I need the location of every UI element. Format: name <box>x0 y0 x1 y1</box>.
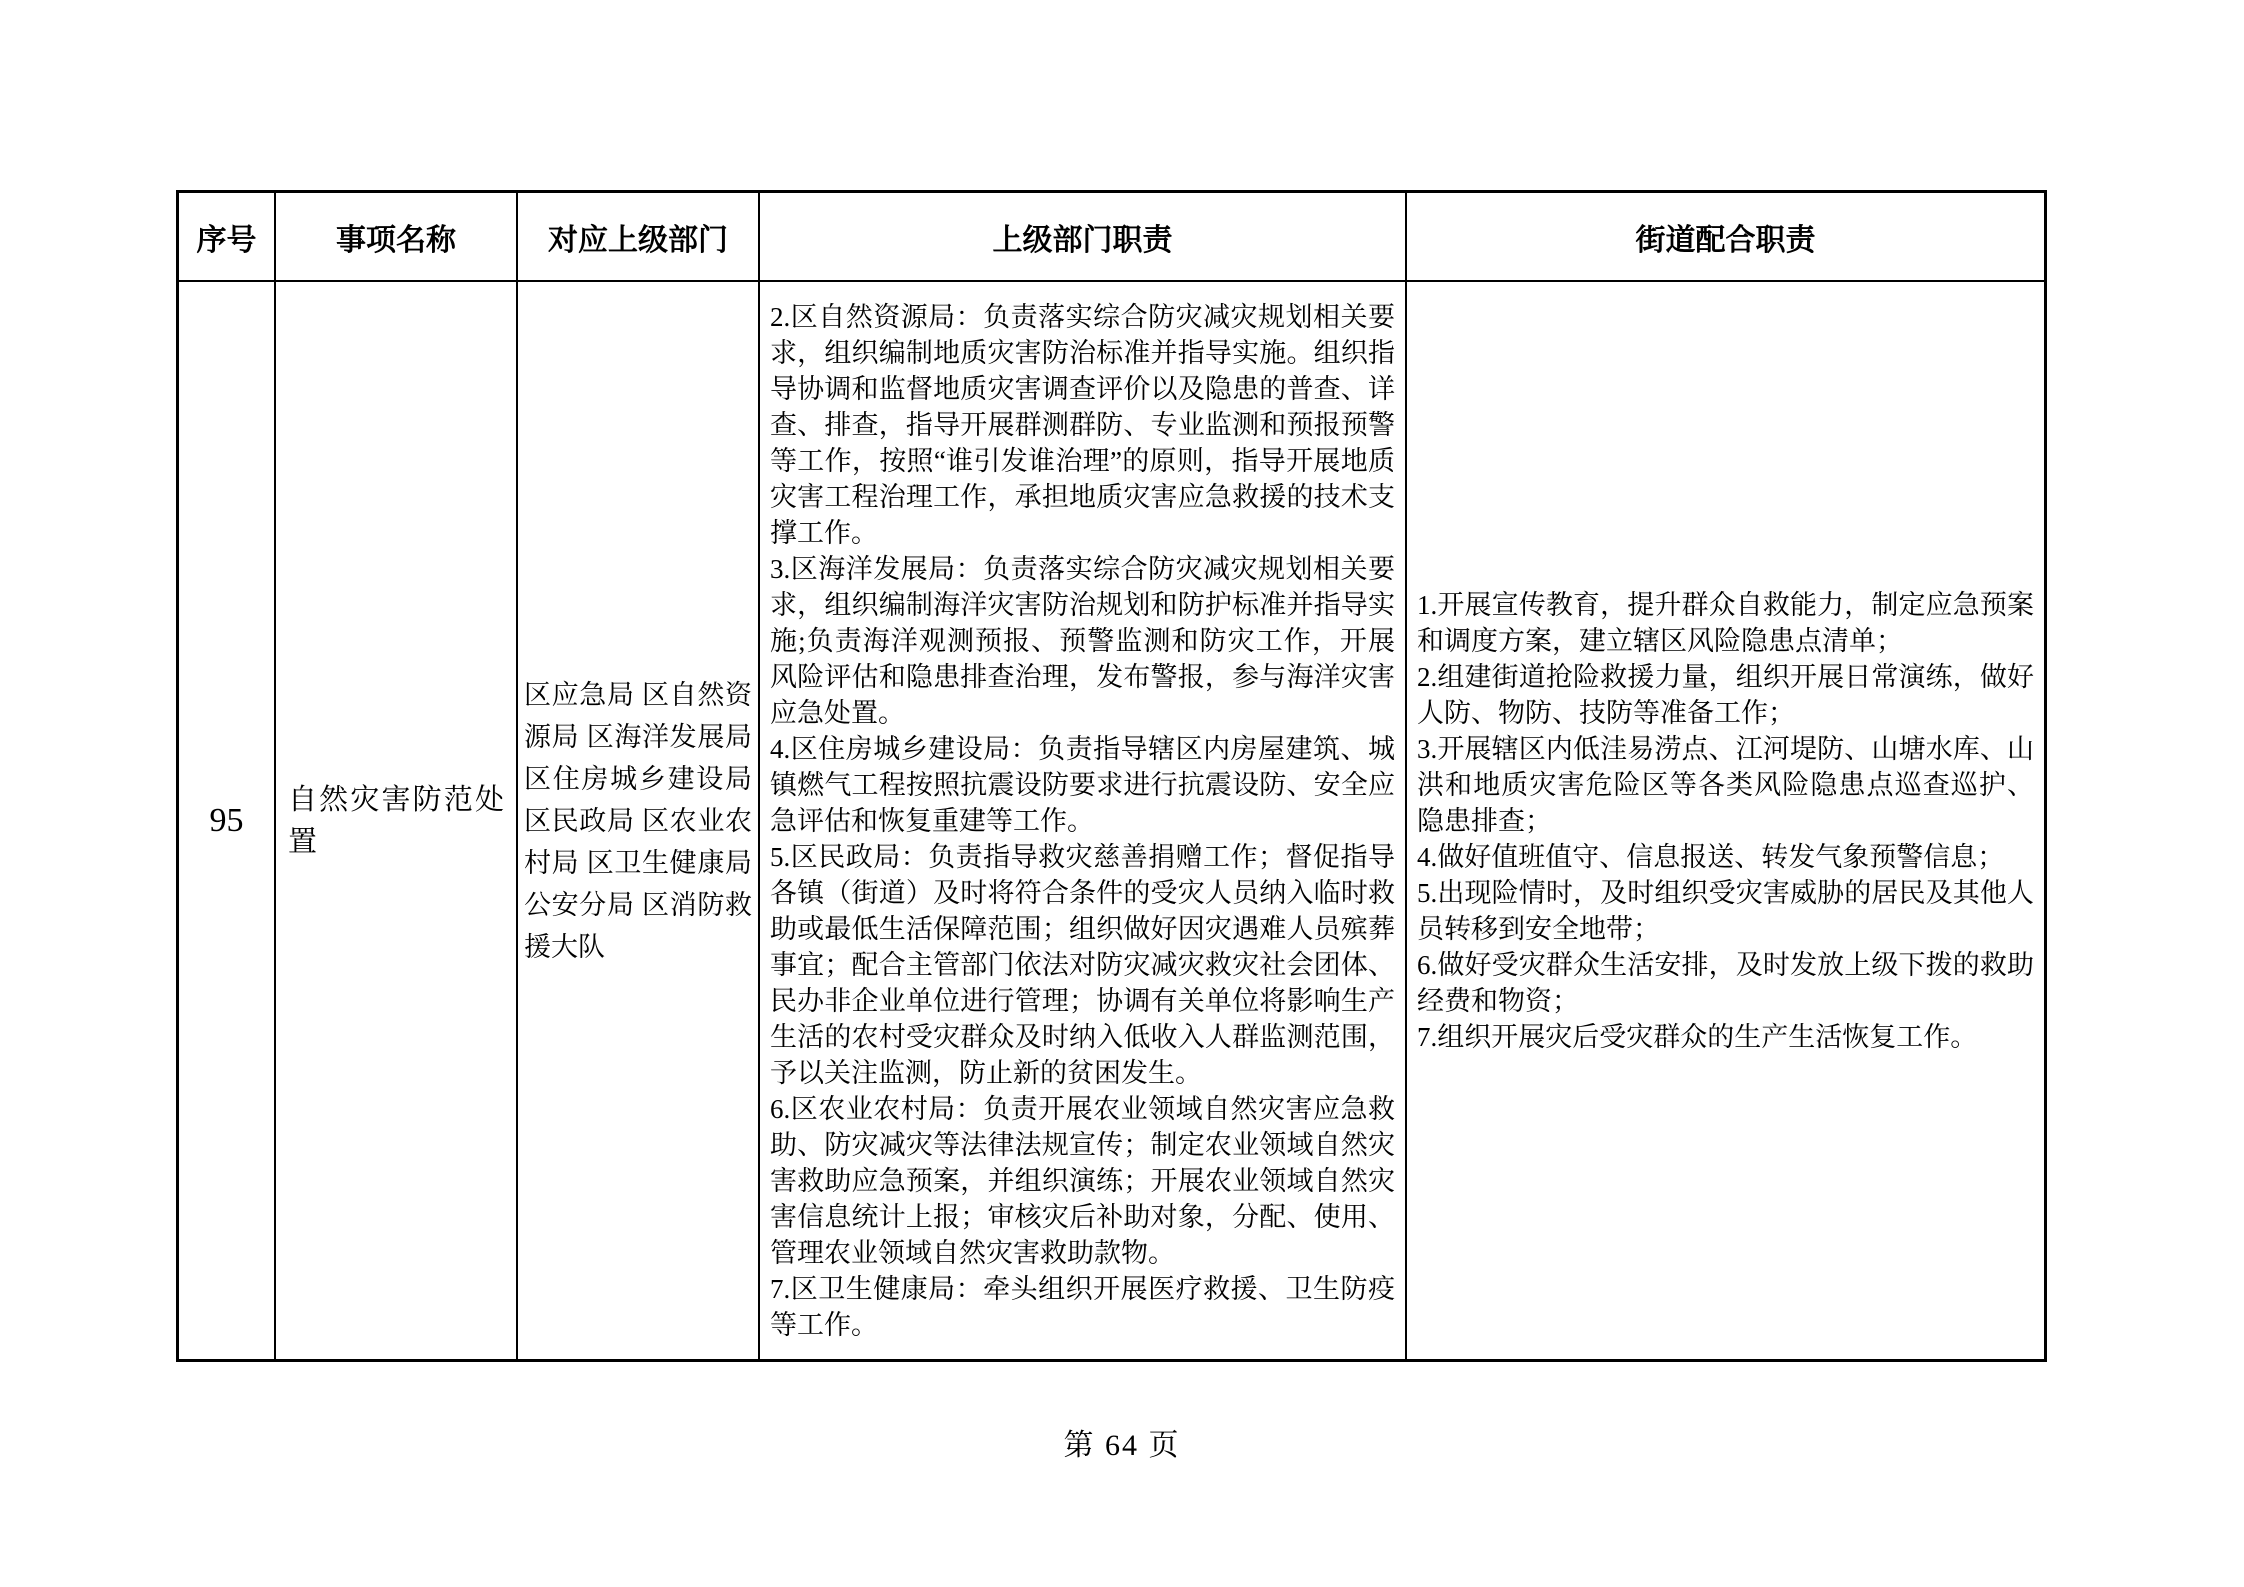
table-row <box>179 282 2044 1359</box>
page-number: 第 64 页 <box>1063 1429 1181 1462</box>
superior-duty-item: 5.区民政局：负责指导救灾慈善捐赠工作；督促指导各镇（街道）及时将符合条件的受灾人员纳入临时救助或最低生活保障范围；组织做好因灾遇难人员殡葬事宜；配合主管部门依法对防灾减灾救灾社会团体、民办非企业单位进行管理；协调有关单位将影响生产生活的农村受灾群众及时纳入低收入人群监测范围，予以关注监测，防止新的贫困发生。 <box>770 841 1395 1088</box>
superior-duty-item: 2.区自然资源局：负责落实综合防灾减灾规划相关要求，组织编制地质灾害防治标准并指导实施。组织指导协调和监督地质灾害调查评价以及隐患的普查、详查、排查，指导开展群测群防、专业监测和预报预警等工作，按照“谁引发谁治理”的原则，指导开展地质灾害工程治理工作，承担地质灾害应急救援的技术支撑工作。 <box>770 301 1395 548</box>
header-cell-item-name: 事项名称 <box>276 193 518 280</box>
header-cell-serial-number: 序号 <box>179 193 276 280</box>
header-cell-superior-duties: 上级部门职责 <box>760 193 1407 280</box>
header-cell-street-duties: 街道配合职责 <box>1635 223 1816 257</box>
superior-departments-text: 区应急局 区自然资源局 区海洋发展局 区住房城乡建设局 区民政局 区农业农村局 区卫生健康局 公安分局 区消防救援大队 <box>524 679 752 962</box>
cell-superior-departments <box>518 282 760 1359</box>
street-duty-item: 6.做好受灾群众生活安排，及时发放上级下拨的救助经费和物资； <box>1417 949 2034 1016</box>
street-duty-item: 3.开展辖区内低洼易涝点、江河堤防、山塘水库、山洪和地质灾害危险区等各类风险隐患点巡查巡护、隐患排查； <box>1417 733 2034 836</box>
street-duty-item: 1.开展宣传教育，提升群众自救能力，制定应急预案和调度方案，建立辖区风险隐患点清单； <box>1417 589 2034 656</box>
responsibility-table <box>176 190 2047 1362</box>
cell-item-name <box>276 282 518 1359</box>
item-name-text: 自然灾害防范处置 <box>288 783 504 858</box>
street-duty-item: 7.组织开展灾后受灾群众的生产生活恢复工作。 <box>1417 1021 1978 1052</box>
cell-superior-duties <box>760 282 1407 1359</box>
cell-serial-number: 95 <box>179 282 276 1359</box>
table-header-row <box>179 193 2044 282</box>
superior-duty-item: 3.区海洋发展局：负责落实综合防灾减灾规划相关要求，组织编制海洋灾害防治规划和防护标准并指导实施;负责海洋观测预报、预警监测和防灾工作，开展风险评估和隐患排查治理，发布警报，参与海洋灾害应急处置。 <box>770 553 1395 728</box>
superior-duty-item: 7.区卫生健康局：牵头组织开展医疗救援、卫生防疫等工作。 <box>770 1273 1395 1340</box>
header-cell-superior-department: 对应上级部门 <box>518 193 760 280</box>
street-duty-item: 2.组建街道抢险救援力量，组织开展日常演练，做好人防、物防、技防等准备工作； <box>1417 661 2034 728</box>
superior-duty-item: 6.区农业农村局：负责开展农业领域自然灾害应急救助、防灾减灾等法律法规宣传；制定农业领域自然灾害救助应急预案，并组织演练；开展农业领域自然灾害信息统计上报；审核灾后补助对象，分配、使用、管理农业领域自然灾害救助款物。 <box>770 1093 1395 1268</box>
cell-street-duties <box>1407 282 2044 1359</box>
street-duty-item: 4.做好值班值守、信息报送、转发气象预警信息； <box>1417 841 2005 872</box>
street-duty-item: 5.出现险情时，及时组织受灾害威胁的居民及其他人员转移到安全地带； <box>1417 877 2034 944</box>
superior-duty-item: 4.区住房城乡建设局：负责指导辖区内房屋建筑、城镇燃气工程按照抗震设防要求进行抗震设防、安全应急评估和恢复重建等工作。 <box>770 733 1395 836</box>
